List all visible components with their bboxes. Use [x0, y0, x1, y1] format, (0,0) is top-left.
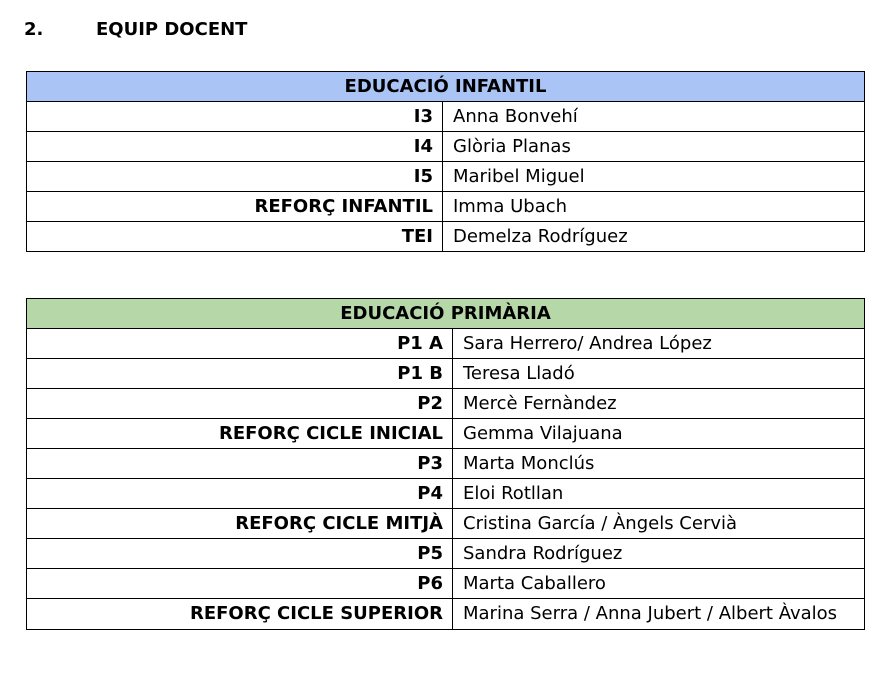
table-row — [27, 102, 865, 132]
primaria-table — [26, 298, 865, 630]
staff-name: Mercè Fernàndez — [453, 389, 865, 419]
staff-role: P6 — [27, 569, 453, 599]
staff-role: P5 — [27, 539, 453, 569]
staff-name: Gemma Vilajuana — [453, 419, 865, 449]
staff-name: Cristina García / Àngels Cervià — [453, 509, 865, 539]
staff-role: REFORÇ CICLE SUPERIOR — [27, 599, 453, 630]
table-row — [27, 509, 865, 539]
staff-name: Marta Caballero — [453, 569, 865, 599]
infantil-table — [26, 71, 865, 252]
staff-name: Sandra Rodríguez — [453, 539, 865, 569]
staff-name: Glòria Planas — [443, 132, 865, 162]
staff-name: Eloi Rotllan — [453, 479, 865, 509]
infantil-table-body — [27, 102, 865, 252]
staff-role: P4 — [27, 479, 453, 509]
staff-role: P1 A — [27, 329, 453, 359]
staff-name: Maribel Miguel — [443, 162, 865, 192]
staff-role: REFORÇ CICLE MITJÀ — [27, 509, 453, 539]
section-title: EQUIP DOCENT — [96, 18, 248, 40]
staff-role: P2 — [27, 389, 453, 419]
table-row — [27, 419, 865, 449]
staff-role: TEI — [27, 222, 443, 252]
table-row — [27, 449, 865, 479]
table-row — [27, 479, 865, 509]
staff-name: Imma Ubach — [443, 192, 865, 222]
primaria-table-title: EDUCACIÓ PRIMÀRIA — [27, 299, 865, 329]
table-row — [27, 599, 865, 630]
staff-role: P3 — [27, 449, 453, 479]
primaria-table-body — [27, 329, 865, 630]
section-number: 2. — [24, 18, 44, 40]
staff-role: REFORÇ INFANTIL — [27, 192, 443, 222]
section-heading — [24, 17, 247, 41]
table-row — [27, 132, 865, 162]
table-row — [27, 222, 865, 252]
infantil-table-title: EDUCACIÓ INFANTIL — [27, 72, 865, 102]
table-row — [27, 359, 865, 389]
staff-name: Marina Serra / Anna Jubert / Albert Àvalos — [453, 599, 865, 630]
staff-name: Demelza Rodríguez — [443, 222, 865, 252]
staff-name: Marta Monclús — [453, 449, 865, 479]
table-row — [27, 569, 865, 599]
table-row — [27, 329, 865, 359]
staff-role: I3 — [27, 102, 443, 132]
staff-role: I4 — [27, 132, 443, 162]
staff-role: REFORÇ CICLE INICIAL — [27, 419, 453, 449]
table-row — [27, 539, 865, 569]
staff-name: Anna Bonvehí — [443, 102, 865, 132]
table-row — [27, 389, 865, 419]
table-row — [27, 192, 865, 222]
table-row — [27, 162, 865, 192]
staff-name: Sara Herrero/ Andrea López — [453, 329, 865, 359]
staff-role: I5 — [27, 162, 443, 192]
staff-role: P1 B — [27, 359, 453, 389]
staff-name: Teresa Lladó — [453, 359, 865, 389]
